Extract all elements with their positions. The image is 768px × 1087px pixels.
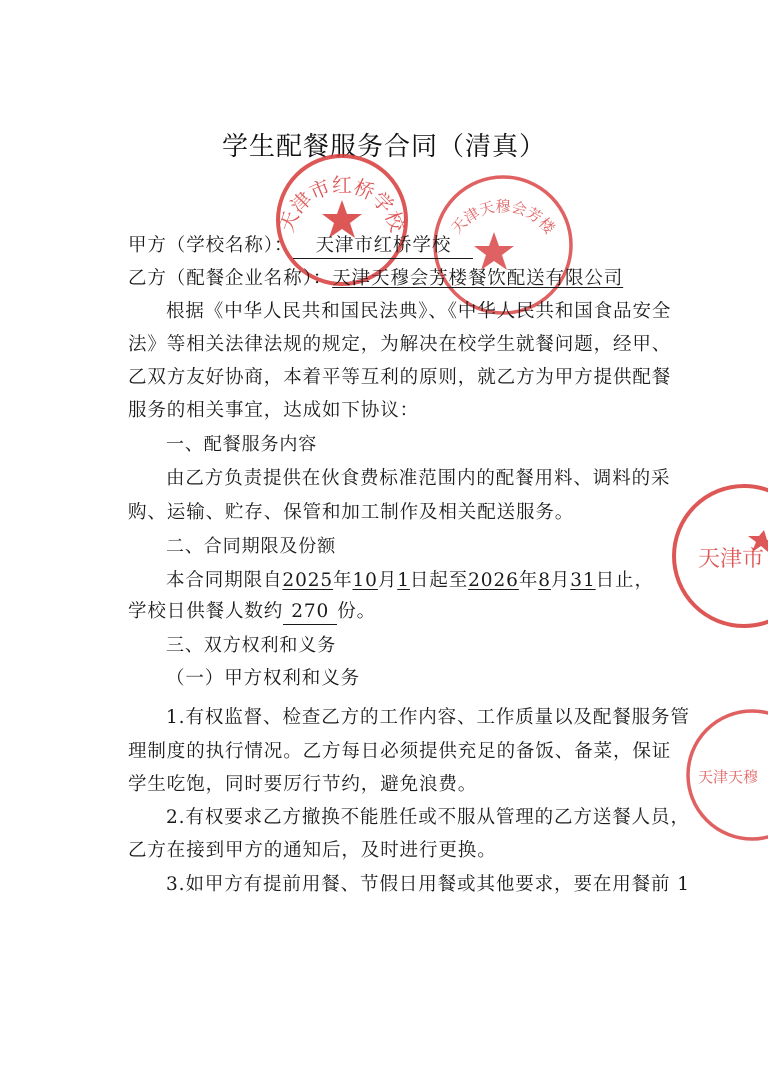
school-seal-text: 天津市红桥学校 [274,173,410,236]
start-day: 1 [397,570,410,591]
party-b-label: 乙方（配餐企业名称）： [128,268,333,289]
start-month: 10 [352,570,378,591]
meal-count: 270 [283,600,337,625]
item-1-line-2: 理制度的执行情况。乙方每日必须提供充足的备饭、备菜，保证 [128,741,672,762]
end-year: 2026 [468,570,519,591]
item-2-line-1: 2.有权要求乙方撤换不能胜任或不服从管理的乙方送餐人员， [166,807,690,828]
intro-line-3: 乙双方友好协商，本着平等互利的原则，就乙方为甲方提供配餐 [128,367,672,388]
start-year: 2025 [282,570,334,591]
section-1-line-2: 购、运输、贮存、保管和加工制作及相关配送服务。 [128,502,575,523]
intro-line-1: 根据《中华人民共和国民法典》、《中华人民共和国食品安全 [166,301,672,322]
intro-line-2: 法》等相关法律法规的规定，为解决在校学生就餐问题，经甲、 [128,334,672,355]
edge-seal-1-text: 天津市 [698,547,765,572]
meal-count-line: 学校日供餐人数约 270 份。 [128,597,658,627]
edge-seal-2-text: 天津天穆 [698,768,759,786]
party-a-value: 天津市红桥学校 [293,234,473,259]
edge-seal-1 [664,476,768,636]
section-3-subheading: （一）甲方权利和义务 [166,668,361,689]
party-b-line [128,264,658,294]
party-a-label: 甲方（学校名称）： [128,235,294,256]
intro-line-4: 服务的相关事宜，达成如下协议： [128,400,420,421]
party-a-line [128,231,658,261]
end-day: 31 [570,570,596,591]
document-title: 学生配餐服务合同（清真） [221,132,546,162]
party-b-value: 天津天穆会芳楼餐饮配送有限公司 [332,268,624,289]
item-3-line-1: 3.如甲方有提前用餐、节假日用餐或其他要求，要在用餐前 1 [166,874,690,895]
section-1-line-1: 由乙方负责提供在伙食费标准范围内的配餐用料、调料的采 [166,468,671,489]
item-1-line-1: 1.有权监督、检查乙方的工作内容、工作质量以及配餐服务管 [166,707,690,728]
item-2-line-2: 乙方在接到甲方的通知后，及时进行更换。 [128,840,497,861]
section-2-heading: 二、合同期限及份额 [166,536,337,557]
company-seal-text: 天津天穆会芳楼 [447,197,559,238]
section-3-heading: 三、双方权利和义务 [166,635,337,656]
item-1-line-3: 学生吃饱，同时要厉行节约，避免浪费。 [128,774,478,795]
contract-period-line: 本合同期限自2025年10月1日起至2026年8月31日止， [166,570,654,591]
section-1-heading: 一、配餐服务内容 [166,434,318,455]
end-month: 8 [538,570,551,591]
